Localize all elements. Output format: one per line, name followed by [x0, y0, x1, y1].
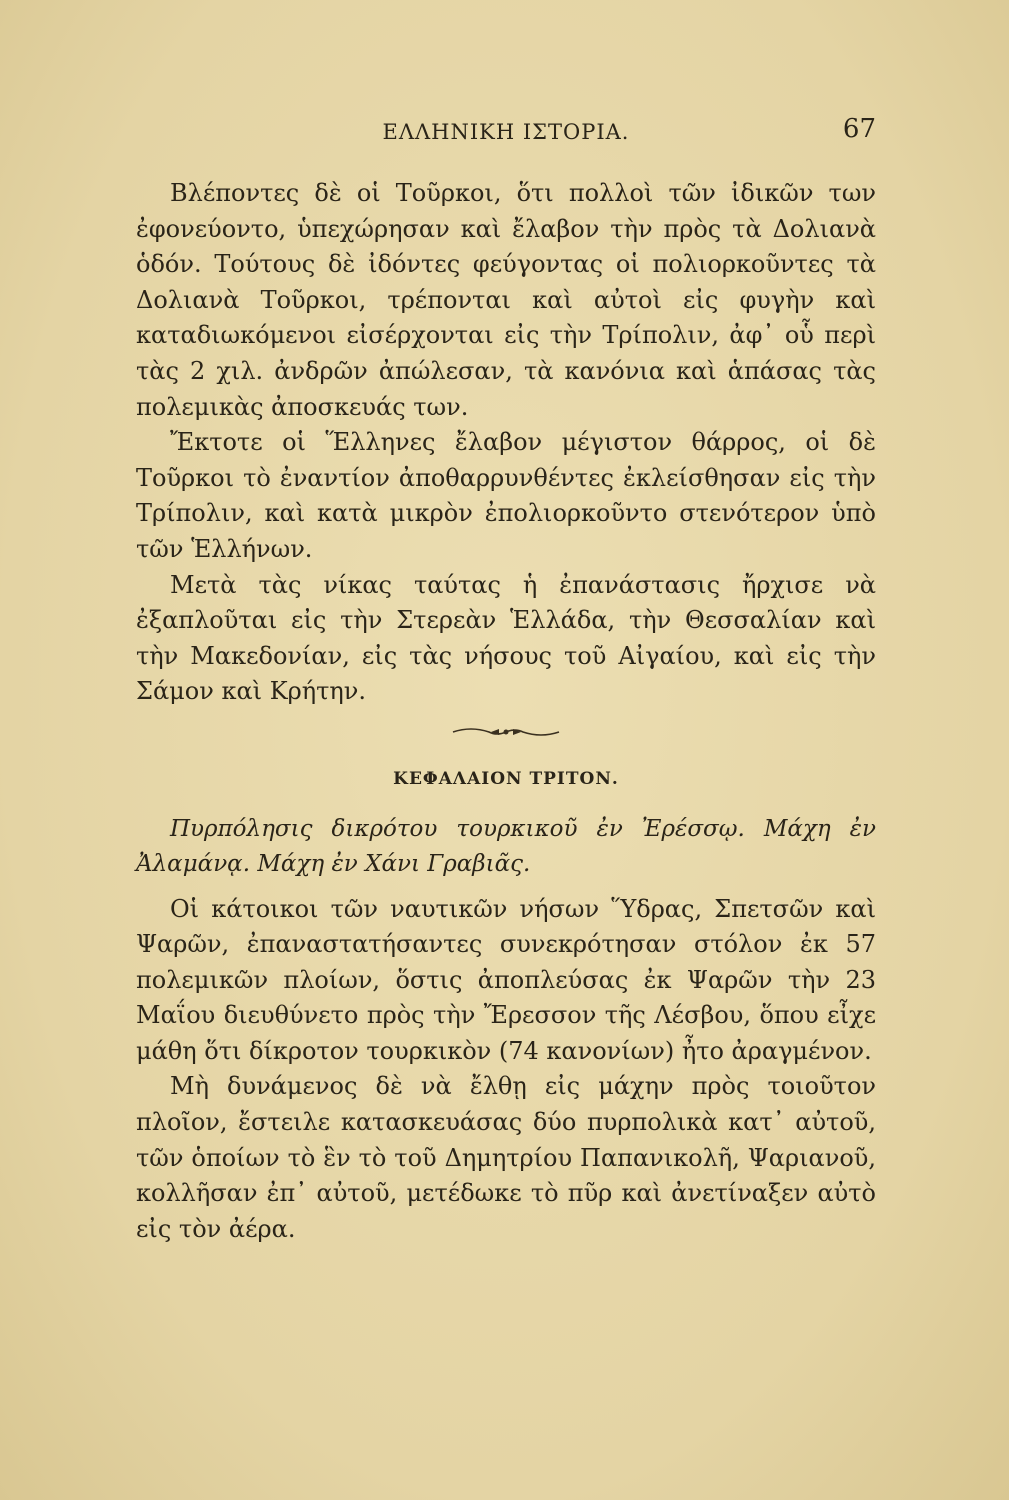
- ornament-divider-icon: [451, 724, 561, 740]
- paragraph: Μετὰ τὰς νίκας ταύτας ἡ ἐπανάστασις ἤρχισε νὰ ἐξαπλοῦται εἰς τὴν Στερεὰν Ἑλλάδα, τὴν Θεσσαλίαν καὶ τὴν Μακεδονίαν, εἰς τὰς νήσους τοῦ Αἰγαίου, καὶ εἰς τὴν Σάμον καὶ Κρήτην.: [136, 570, 876, 706]
- paragraph: Βλέποντες δὲ οἱ Τοῦρκοι, ὅτι πολλοὶ τῶν ἰδικῶν των ἐφονεύοντο, ὑπεχώρησαν καὶ ἔλαβον τὴν πρὸς τὰ Δολιανὰ ὁδόν. Τούτους δὲ ἰδόντες φεύγοντας οἱ πολιορκοῦντες τὰ Δολιανὰ Τοῦρκοι, τρέπονται καὶ αὐτοὶ εἰς φυγὴν καὶ καταδιωκόμενοι εἰσέρχονται εἰς τὴν Τρίπολιν, ἀφ᾿ οὗ περὶ τὰς 2 χιλ. ἀνδρῶν ἀπώλεσαν, τὰ κανόνια καὶ ἁπάσας τὰς πολεμικὰς ἀποσκευάς των.: [136, 179, 876, 421]
- page-number: 67: [842, 114, 876, 144]
- paragraph: Ἔκτοτε οἱ Ἕλληνες ἔλαβον μέγιστον θάρρος, οἱ δὲ Τοῦρκοι τὸ ἐναντίον ἀποθαρρυνθέντες ἐκλείσθησαν εἰς τὴν Τρίπολιν, καὶ κατὰ μικρὸν ἐπολιορκοῦντο στενότερον ὑπὸ τῶν Ἑλλήνων.: [136, 428, 876, 563]
- page-body: [136, 176, 876, 1247]
- chapter-summary: Πυρπόλησις δικρότου τουρκικοῦ ἐν Ἐρέσσῳ. Μάχη ἐν Ἀλαμάνᾳ. Μάχη ἐν Χάνι Γραβιᾶς.: [136, 815, 876, 877]
- paragraph: Οἱ κάτοικοι τῶν ναυτικῶν νήσων Ὕδρας, Σπετσῶν καὶ Ψαρῶν, ἐπαναστατήσαντες συνεκρότησαν στόλον ἐκ 57 πολεμικῶν πλοίων, ὅστις ἀποπλεύσας ἐκ Ψαρῶν τὴν 23 Μαΐου διευθύνετο πρὸς τὴν Ἔρεσσον τῆς Λέσβου, ὅπου εἶχε μάθη ὅτι δίκροτον τουρκικὸν (74 κανονίων) ἦτο ἀραγμένον.: [136, 894, 876, 1065]
- running-head: ΕΛΛΗΝΙΚΗ ΙΣΤΟΡΙΑ.: [382, 120, 630, 144]
- page-header: [136, 114, 876, 160]
- section-ornament: [136, 712, 876, 752]
- chapter-title: ΚΕΦΑΛΑΙΟΝ ΤΡΙΤΟΝ.: [393, 768, 619, 789]
- paragraph: Μὴ δυνάμενος δὲ νὰ ἔλθῃ εἰς μάχην πρὸς τοιοῦτον πλοῖον, ἔστειλε κατασκευάσας δύο πυρπολικὰ κατ᾿ αὐτοῦ, τῶν ὁποίων τὸ ἓν τὸ τοῦ Δημητρίου Παπανικολῆ, Ψαριανοῦ, κολλῆσαν ἐπ᾿ αὐτοῦ, μετέδωκε τὸ πῦρ καὶ ἀνετίναξεν αὐτὸ εἰς τὸν ἀέρα.: [136, 1072, 876, 1243]
